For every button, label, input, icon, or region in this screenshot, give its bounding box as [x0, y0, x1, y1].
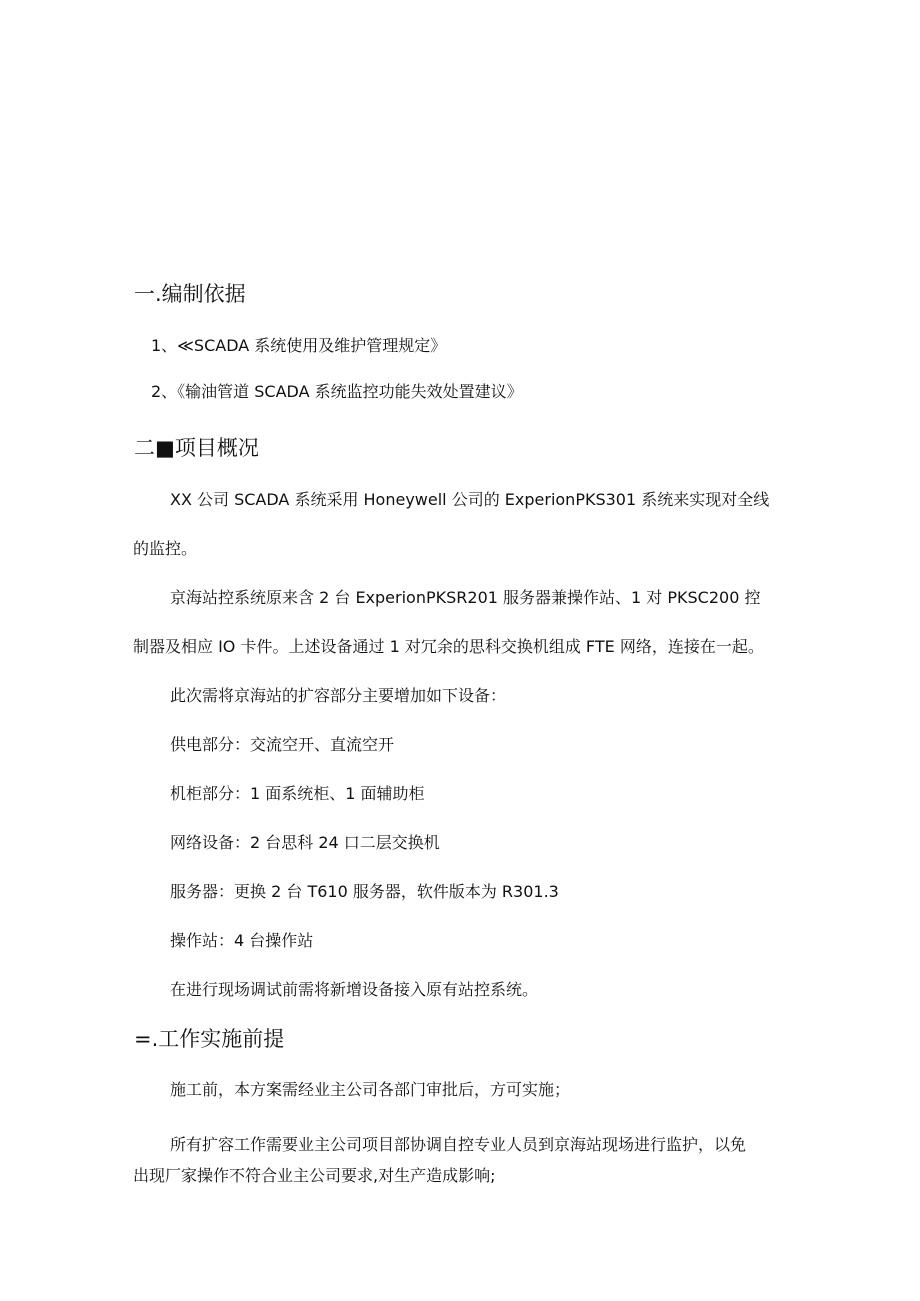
- section-2-heading: 二■项目概况: [134, 436, 259, 460]
- paragraph-2-line-1: 京海站控系统原来含 2 台 ExperionPKSR201 服务器兼操作站、1 对 PKSC200 控: [170, 588, 761, 607]
- reference-item-1: 1、≪SCADA 系统使用及维护管理规定》: [151, 336, 447, 355]
- equipment-item: 供电部分：交流空开、直流空开: [170, 735, 395, 754]
- equipment-item: 网络设备：2 台思科 24 口二层交换机: [170, 833, 440, 852]
- paragraph-1-line-1: XX 公司 SCADA 系统采用 Honeywell 公司的 ExperionPKS301 系统来实现对全线: [170, 490, 770, 509]
- paragraph-2-line-2: 制器及相应 IO 卡件。上述设备通过 1 对冗余的思科交换机组成 FTE 网络，连接在一起。: [133, 637, 764, 656]
- paragraph-4: 在进行现场调试前需将新增设备接入原有站控系统。: [170, 980, 539, 999]
- section-1-heading: 一.编制依据: [134, 282, 246, 306]
- equipment-item: 机柜部分：1 面系统柜、1 面辅助柜: [170, 784, 425, 803]
- paragraph-1-line-2: 的监控。: [133, 539, 198, 558]
- equipment-item: 操作站：4 台操作站: [170, 931, 314, 950]
- section-3-paragraph-1: 施工前，本方案需经业主公司各部门审批后，方可实施；: [170, 1080, 571, 1099]
- section-3-paragraph-2-line-2: 出现厂家操作不符合业主公司要求,对生产造成影响;: [133, 1166, 496, 1185]
- equipment-item: 服务器：更换 2 台 T610 服务器，软件版本为 R301.3: [170, 882, 559, 901]
- paragraph-3: 此次需将京海站的扩容部分主要增加如下设备：: [170, 686, 507, 705]
- reference-item-2: 2、《输油管道 SCADA 系统监控功能失效处置建议》: [151, 382, 523, 401]
- section-3-heading: =.工作实施前提: [134, 1027, 285, 1051]
- section-3-paragraph-2-line-1: 所有扩容工作需要业主公司项目部协调自控专业人员到京海站现场进行监护，以免: [170, 1135, 747, 1154]
